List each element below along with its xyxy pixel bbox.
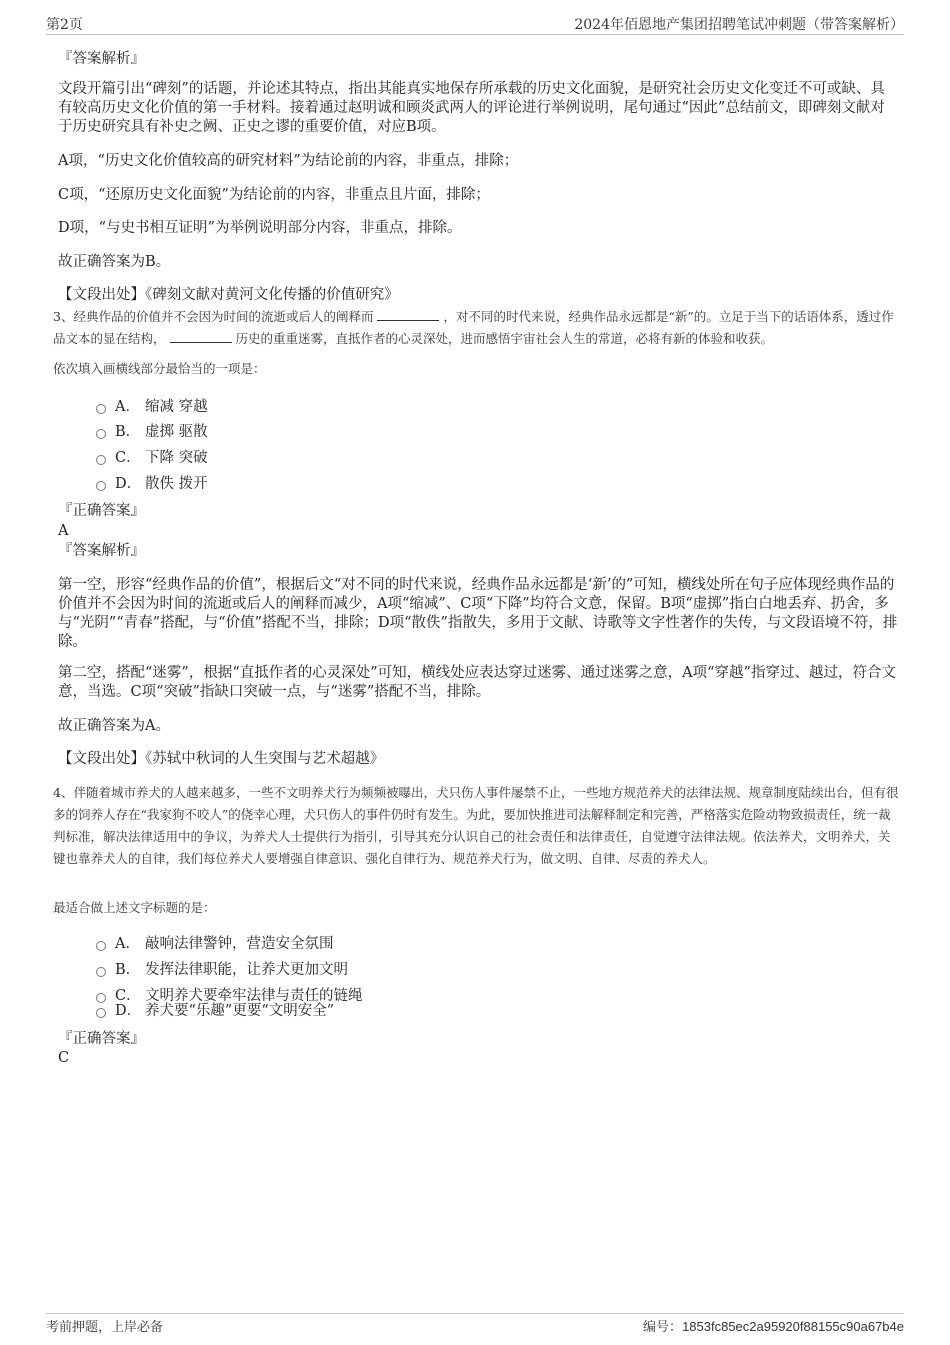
radio-icon[interactable] (96, 455, 106, 465)
q4-answer: C (58, 1050, 70, 1066)
q3-source: 【文段出处】《苏轼中秋词的人生突围与艺术超越》 (58, 751, 385, 767)
q3-conclusion: 故正确答案为A。 (58, 718, 170, 734)
q3-analysis-paragraph-1: 第一空，形容“经典作品的价值”，根据后文“对不同的时代来说，经典作品永远都是‘新’的”可知，横线处所在句子应体现经典作品的价值并不会因为时间的流逝或后人的阐释而减少，A项“缩减”、C项“下降”均符合文意，保留。B项“虚掷”指白白地丢弃、扔舍，多与“光阴”“青春”搭配，与“价值”搭配不当，排除；D项“散佚”指散失，多用于文献、诗歌等文字性著作的失传，与文段语境不符，排除。 (58, 577, 898, 650)
q2-analysis-label: 『答案解析』 (58, 51, 145, 67)
footer-slogan: 考前押题，上岸必备 (46, 1320, 164, 1335)
q4-option-d[interactable]: D． 养犬要“乐趣”更要“文明安全” (96, 1001, 334, 1021)
q3-answer: A (58, 523, 69, 539)
radio-icon[interactable] (96, 941, 106, 951)
blank-2 (170, 330, 232, 343)
q4-prompt: 最适合做上述文字标题的是： (53, 900, 216, 915)
q4-stem: 4、伴随着城市养犬的人越来越多，一些不文明养犬行为频频被曝出，犬只伤人事件屡禁不止，一些地方规范养犬的法律法规、规章制度陆续出台，但有很多的饲养人存在“我家狗不咬人”的侥幸心理，犬只伤人的事件仍时有发生。为此，要加快推进司法解释制定和完善，严格落实危险动物致损责任，统一裁判标准，解决法律适用中的争议，为养犬人士提供行为指引，引导其充分认识自己的社会责任和法律责任，自觉遵守法律法规。依法养犬，文明养犬，关键也靠养犬人的自律，我们每位养犬人要增强自律意识、强化自律行为、规范养犬行为，做文明、自律、尽责的养犬人。 (53, 785, 899, 866)
q2-conclusion: 故正确答案为B。 (58, 254, 171, 270)
page-footer (46, 1313, 904, 1338)
document-code: 编号：1853fc85ec2a95920f88155c90a67b4e (643, 1319, 904, 1335)
q2-analysis-option-c: C项，“还原历史文化面貌”为结论前的内容，非重点且片面，排除； (58, 187, 490, 203)
q3-stem: 3、经典作品的价值并不会因为时间的流逝或后人的阐释而 ，对不同的时代来说，经典作品永远都是“新”的。立足于当下的话语体系，透过作品文本的显在结构， 历史的重重迷雾，直抵作者的心灵深处，进而感悟宇宙社会人生的常道，必将有新的体验和收获。 (53, 309, 894, 346)
q2-analysis-option-d: D项，“与史书相互证明”为举例说明部分内容，非重点，排除。 (58, 220, 462, 236)
q2-source: 【文段出处】《碑刻文献对黄河文化传播的价值研究》 (58, 287, 399, 303)
q3-option-a[interactable]: A． 缩减 穿越 (96, 397, 208, 417)
radio-icon[interactable] (96, 481, 106, 491)
radio-icon[interactable] (96, 404, 106, 414)
q2-analysis-option-a: A项，“历史文化价值较高的研究材料”为结论前的内容，非重点，排除； (58, 153, 519, 169)
blank-1 (377, 308, 439, 321)
q4-answer-label: 『正确答案』 (58, 1031, 145, 1047)
q3-option-c[interactable]: C． 下降 突破 (96, 448, 208, 468)
q3-option-b[interactable]: B． 虚掷 驱散 (96, 422, 208, 442)
page-number: 第2页 (46, 17, 83, 33)
radio-icon[interactable] (96, 1008, 106, 1018)
q2-analysis-paragraph: 文段开篇引出“碑刻”的话题，并论述其特点，指出其能真实地保存所承载的历史文化面貌，是研究社会历史文化变迁不可或缺、具有较高历史文化价值的第一手材料。接着通过赵明诚和顾炎武两人的评论进行举例说明，尾句通过“因此”总结前文，即碑刻文献对于历史研究具有补史之阙、正史之谬的重要价值，对应B项。 (58, 81, 885, 135)
q3-analysis-paragraph-2: 第二空，搭配“迷雾”，根据“直抵作者的心灵深处”可知，横线处应表达穿过迷雾、通过迷雾之意，A项“穿越”指穿过、越过，符合文意，当选。C项“突破”指缺口突破一点，与“迷雾”搭配不当，排除。 (58, 665, 896, 700)
q4-option-b[interactable]: B． 发挥法律职能，让养犬更加文明 (96, 960, 348, 980)
q3-analysis-label: 『答案解析』 (58, 543, 145, 559)
document-title: 2024年佰恩地产集团招聘笔试冲刺题（带答案解析） (574, 17, 904, 33)
q4-option-a[interactable]: A． 敲响法律警钟，营造安全氛围 (96, 934, 334, 954)
page-header (46, 14, 904, 35)
q3-answer-label: 『正确答案』 (58, 503, 145, 519)
q4-option-c[interactable]: C． 文明养犬要牵牢法律与责任的链绳 (96, 986, 363, 1006)
q3-prompt: 依次填入画横线部分最恰当的一项是： (53, 361, 266, 376)
radio-icon[interactable] (96, 429, 106, 439)
q3-option-d[interactable]: D． 散佚 拨开 (96, 474, 208, 494)
radio-icon[interactable] (96, 967, 106, 977)
